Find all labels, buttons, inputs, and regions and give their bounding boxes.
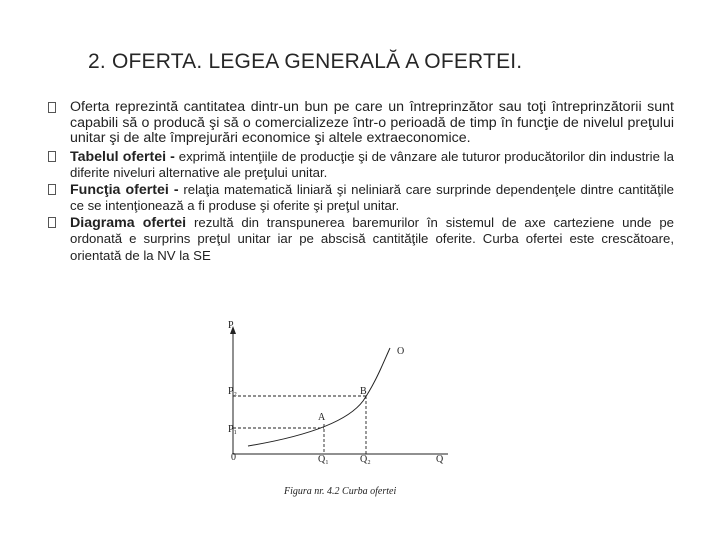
bullet-square-icon <box>48 102 56 113</box>
bullet-term: Tabelul ofertei - <box>70 148 175 165</box>
p1-label: P₁ <box>228 424 238 435</box>
point-b-label: B <box>360 386 367 397</box>
bullet-square-icon <box>48 184 56 195</box>
origin-label: 0 <box>231 452 236 463</box>
supply-curve-figure <box>178 316 496 516</box>
curve-label: O <box>397 346 405 357</box>
bullet-text: rezultă din transpunerea baremurilor în sistemul de axe carteziene unde pe ordonată e surprins preţul unitar iar pe abscisă cantităţile oferite. Curba ofertei este crescătoare, orientată de la NV la SE <box>70 214 674 263</box>
x-axis-label: Q <box>436 454 444 465</box>
q1-label: Q₁ <box>318 454 329 465</box>
p2-label: P₂ <box>228 386 238 397</box>
figure-caption: Figura nr. 4.2 Curba ofertei <box>284 486 397 497</box>
supply-curve-diagram <box>178 316 496 516</box>
slide-title: 2. OFERTA. LEGEA GENERALĂ A OFERTEI. <box>88 50 523 73</box>
bullet-term: Funcţia ofertei - <box>70 181 179 198</box>
bullet-term: Diagrama ofertei <box>70 214 187 231</box>
q2-label: Q₂ <box>360 454 371 465</box>
bullet-text: Oferta reprezintă cantitatea dintr-un bun pe care un întreprinzător sau toţi întreprinzătorii sunt capabili să o producă şi să o comercializeze într-o perioadă de timp în funcţie de nivelul preţului unitar şi de alte împrejurări economice şi altele extraeconomice. <box>70 99 674 146</box>
bullet-square-icon <box>48 217 56 228</box>
bullet-list <box>48 100 674 264</box>
y-axis-label: P <box>228 320 234 331</box>
bullet-square-icon <box>48 151 56 162</box>
bullet-oferta <box>48 100 674 147</box>
supply-curve <box>248 348 390 446</box>
bullet-functia-ofertei <box>48 182 674 215</box>
bullet-text: relaţia matematică liniară şi neliniară care surprinde dependenţele dintre cantităţile ce se intenţionează a fi produse şi oferite şi preţul unitar. <box>70 181 674 213</box>
bullet-text: exprimă intenţiile de producţie şi de vânzare ale tuturor producătorilor din industrie la diferite niveluri alternative ale preţului unitar. <box>70 148 675 180</box>
point-a-label: A <box>318 412 326 423</box>
bullet-diagrama-ofertei <box>48 215 674 265</box>
bullet-tabelul-ofertei <box>48 149 674 182</box>
